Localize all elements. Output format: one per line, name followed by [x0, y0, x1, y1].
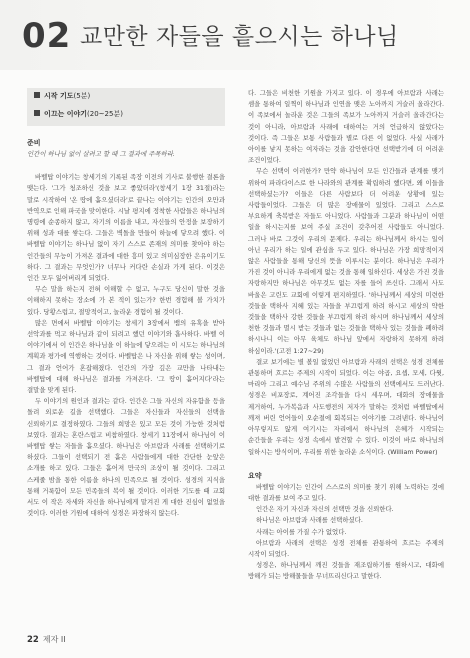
outline-time: (5분) — [73, 92, 91, 100]
square-bullet-icon — [34, 110, 40, 116]
body-paragraph: 두 이야기의 원인과 결과는 같다. 인간은 그들 자신의 자유함을 등을 돌려 외로운 길을 선택했다. 그들은 자신들과 자신들의 선택을 신뢰하기로 결정하였다. 그들의 희망은 있고 모든 것이 가능한 것처럼 보였다. 결과는 혼란스럽고 비참하였다. 창세기 11장에서 하나님이 이 바벨탑 쌓는 자들을 흩으셨다. 하나님은 아브람과 사래를 선택하기로 하셨다. 그들이 선택되기 전 흩은 사람들에게 대한 간단한 눈앞은 소개를 하고 있다. 그들은 흩어져 만국의 조상이 될 것이다. 그리고 스케줄 밤을 통한 이름을 하나의 민족으로 될 것이다. 성경의 지식을 통해 거룩함이 모든 민족들의 복이 될 것이다. 이러한 기도를 때 교회 서도 이 작은 자세와 자신을 하나님에게 맡겨진 게 대한 진심이 없었을 것이다. 이러한 기원에 대하여 성경은 파장하지 않는다. — [27, 397, 225, 518]
square-bullet-icon — [34, 92, 40, 98]
summary-list — [248, 482, 444, 583]
page-number: 22 — [27, 635, 39, 645]
chapter-number: 02 — [22, 16, 72, 56]
body-paragraph: 무슨 선택이 이러한가? 만약 하나님이 모든 인간들과 관계를 맺기 위하여 파라다이스로 한 나라와의 관계를 확립하려 했다면, 왜 이들을 선택하셨는가? 이들은 다른 사람보다 더 어려운 상황에 있는 사람들이었다. 그들은 더 많은 장애물이 있었다. 그리고 스스로 부요하게 축복받은 자들도 아니었다. 사람들과 그분과 하나님이 어떤 일을 하시는지를 보여 주실 조건이 갖추어진 사람들도 아니었다. 그러나 바로 그것이 우리의 문제다. 우리는 하나님께서 하시는 일이 아닌 우리가 하는 일에 관심을 두고 있다. 하나님은 가장 희망적이지 않은 사람들을 통해 당신의 뜻을 이루시는 분이다. 하나님은 우리가 가진 것이 아니라 우리에게 없는 것을 통해 일하신다. 세상은 가진 것을 자랑하지만 하나님은 아무것도 없는 자를 들어 쓰신다. 그래서 사도 바울은 고린도 교회에 이렇게 편지하였다. '하나님께서 세상의 미련한 것들을 택하사 지혜 있는 자들을 부끄럽게 하려 하시고 세상의 약한 것들을 택하사 강한 것들을 부끄럽게 하려 하시며 하나님께서 세상의 천한 것들과 멸시 받는 것들과 없는 것들을 택하사 있는 것들을 폐하려 하시나니 이는 아무 육체도 하나님 앞에서 자랑하지 못하게 하려 하심이라.'(고전 1:27~29) — [248, 167, 444, 355]
outline-label: 이끄는 이야기 — [44, 110, 88, 118]
summary-heading: 요약 — [248, 471, 262, 480]
prep-text: 인간이 하나님 없이 살려고 할 때 그 결과에 주목하라. — [27, 150, 175, 158]
summary-item: 성경은, 하나님께서 깨진 것들을 재조립하기를 원하시고, 대화에 방해가 되는 방해물들을 무너뜨리신다고 말한다. — [248, 561, 444, 581]
body-paragraph: 무슨 말을 하는지 전혀 이해할 수 없고, 누구도 당신이 말한 것을 이해하지 못하는 장소에 가 본 적이 있는가? 한번 경험해 볼 가치가 있다. 당황스럽고, 절망적이고, 놀라운 경험이 될 것이다. — [27, 285, 225, 316]
left-column — [27, 88, 225, 520]
chapter-header — [0, 0, 470, 70]
summary-item: 아브람과 사래의 선택은 성경 전체를 관통하여 흐르는 주제의 시작이 되었다. — [248, 538, 444, 558]
footer-label: 제자 II — [42, 635, 66, 644]
chapter-title: 교만한 자들을 흩으시는 하나님 — [80, 24, 399, 50]
body-paragraph: 바벨탑 이야기는 창세기의 기록된 족장 이전의 기사로 불행한 결론을 맺는다. '그가 청조하신 것을 보고 좋았더라'(창세기 1장 31절)라는 말로 시작하여 '온 땅에 흩으셨더라'로 끝나는 이야기는 인간의 오만과 반역으로 인해 파국을 맞이한다. 시날 평지에 정착한 사람들은 하나님의 명령에 순종하지 않고, 자기의 이름을 내고, 자신들의 안정을 보장하기 위해 성과 대를 쌓는다. 그들은 벽돌을 만들어 하늘에 닿으려 했다. 이 바벨탑 이야기는 하나님 없이 자기 스스로 존재의 의미를 찾아야 하는 인간들의 무능이 가져온 결과에 대한 흥미 있고 의미심장한 은유이기도 하다. 그 결과는 무엇인가? 너무나 커다란 손실과 가게 된다. 이것은 인간 모두 잃어버리게 되었다. — [27, 173, 225, 283]
session-outline-box — [27, 88, 225, 126]
page-footer — [27, 634, 66, 645]
summary-item: 인간은 자기 자신과 자신의 선택만 것을 신뢰한다. — [256, 505, 394, 514]
outline-item-opening-prayer — [34, 91, 218, 102]
outline-item-leading-story — [34, 109, 218, 120]
right-column — [248, 88, 444, 583]
summary-item: 사래는 아이를 가질 수가 없었다. — [256, 527, 347, 536]
summary-item: 바벨탑 이야기는 인간이 스스로의 의미를 찾기 위해 노력하는 것에 대한 결과를 보여 주고 있다. — [248, 482, 444, 502]
outline-label: 시작 기도 — [44, 92, 74, 100]
body-paragraph: 많은 면에서 바벨탑 이야기는 창세기 3장에서 뱀의 유혹을 받아 선악과를 먹고 하나님과 같이 되려고 했던 이야기와 흡사하다. 바벨 이 이야기에서 이 인간은 하나님을 이 하늘에 닿으려는 이 시도는 하나님의 계획과 평가에 역행하는 것이다. 바벨탑은 나 자신을 위해 쌓는 성이며, 그 결과 언어가 혼잡해졌다. 인간의 가장 깊은 교만을 나타내는 바벨탑에 대해 하나님은 결과를 가져온다. '그 땅이 흩어지다'라는 결말을 맞게 된다. — [27, 318, 225, 395]
body-paragraph: 결코 보기에는 별 볼일 없었던 아브람과 사래의 선택은 성경 전체를 관통하며 흐르는 주제의 시작이 되었다. 이는 야곱, 요셉, 모세, 다윗, 마리아 그리고 예수님 주위의 수많은 사람들의 선택에서도 드러난다. 성경은 비포장로, 계어진 조각들을 다시 세우며, 대화의 장애물을 제거하여, 누가복음과 사도행전의 저자가 말하는 것처럼 바벨탑에서 깨져 버린 언어들이 오순절에 회복되는 이야기를 그려낸다. 하나님이 아무렇지도 않게 여기시는 자리에서 하나님의 은혜가 시작되는 순간들을 우리는 성경 속에서 발견할 수 있다. 이것이 바로 하나님의 일하시는 방식이며, 우리를 위한 놀라운 소식이다. (William Power) — [248, 357, 444, 456]
body-paragraph: 다. 그들은 비천한 기원을 가지고 있다. 이 경우에 아브람과 사래는 셈을 통하여 일찍이 하나님과 인연을 맺은 노아까지 거슬러 올라간다. 이 족보에서 놀라운 것은 그들의 족보가 노아까지 거슬러 올라간다는 것이 아니라, 아브람과 사래에 대하여는 거의 언급하지 않았다는 것이다. 즉 그들은 보통 사람들과 별로 다른 이 없었다. 사실 사래가 아이를 낳지 못하는 여자라는 것을 감안한다면 선택받기에 더 어려운 조건이었다. — [248, 89, 444, 165]
prep-heading: 준비 — [27, 139, 41, 147]
outline-time: (20~25분) — [87, 110, 123, 118]
summary-item: 하나님은 아브람과 사래를 선택하셨다. — [256, 516, 363, 525]
